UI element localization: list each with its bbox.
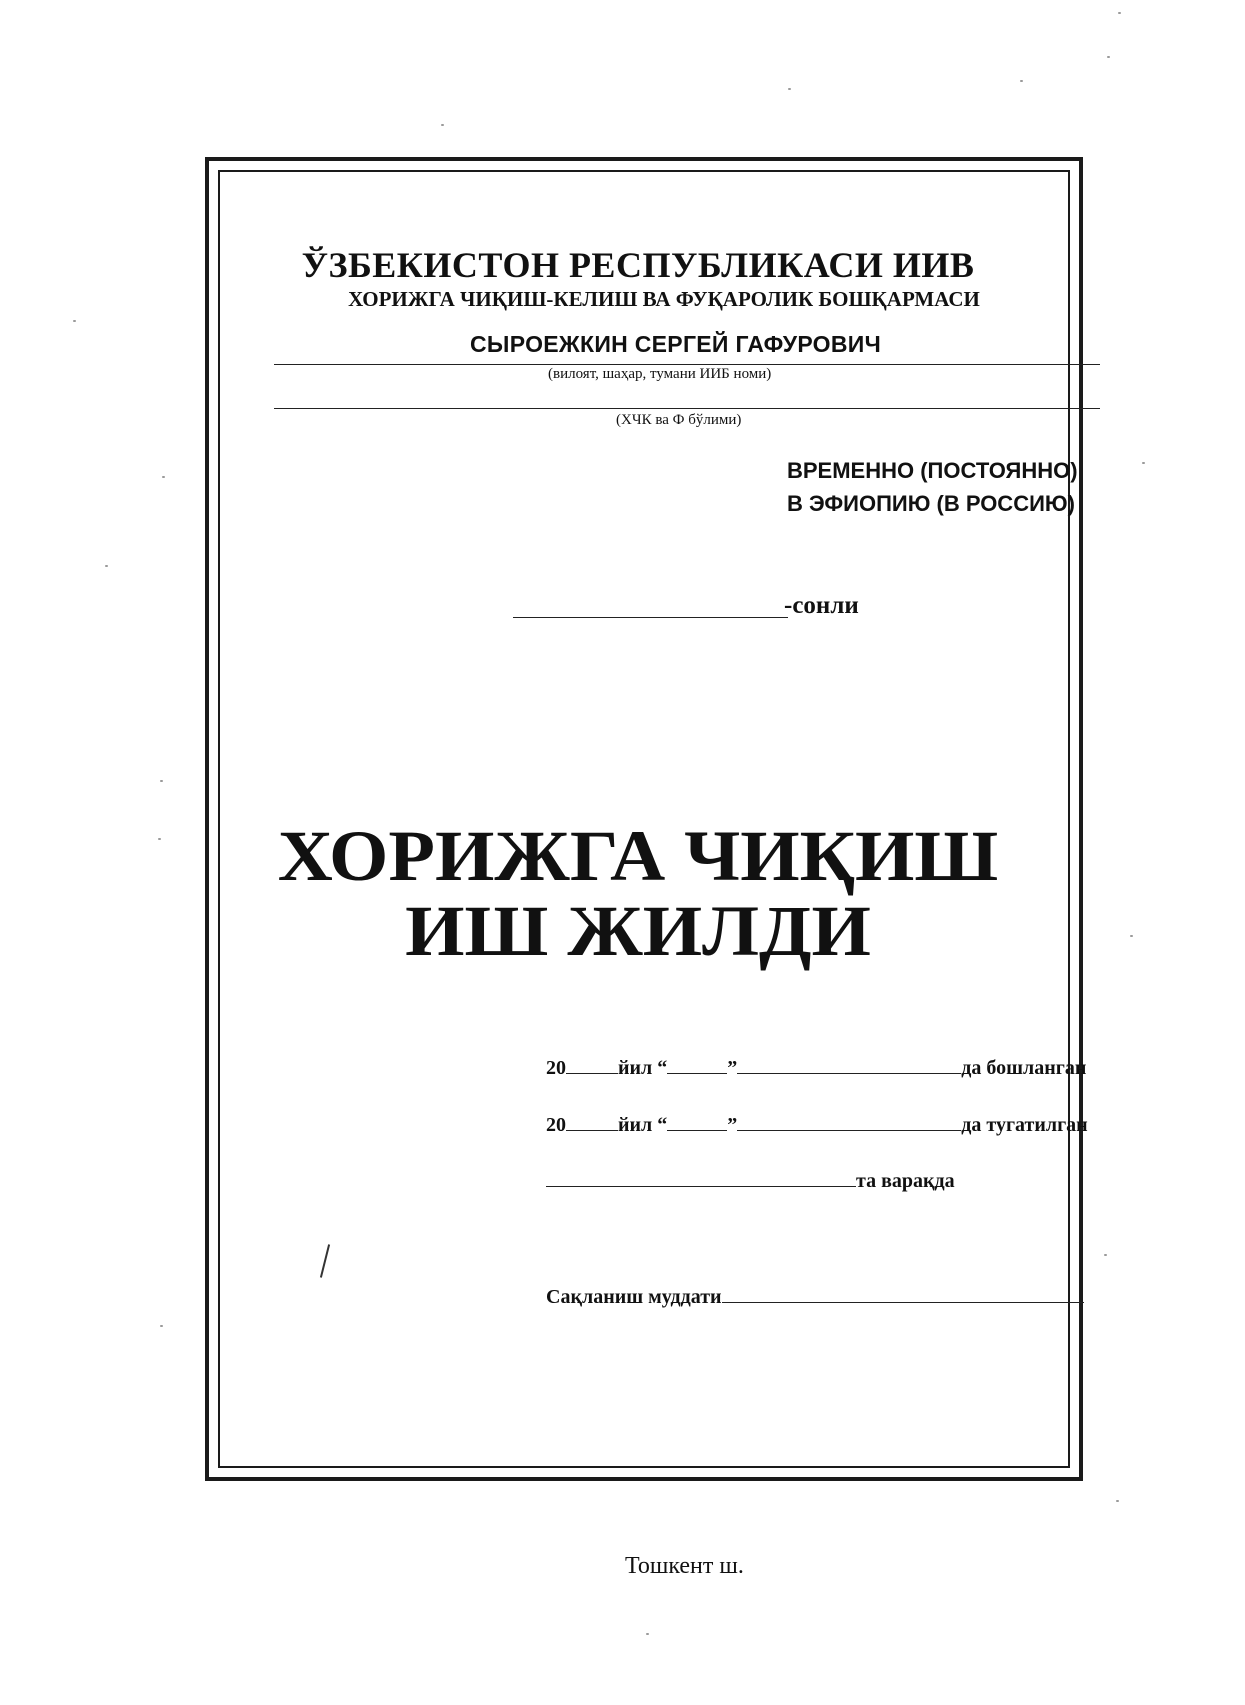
person-name: СЫРОЕЖКИН СЕРГЕЙ ГАФУРОВИЧ	[470, 331, 882, 357]
destination: В ЭФИОПИЮ (В РОССИЮ)	[787, 491, 1075, 516]
start-year-blank	[566, 1053, 618, 1074]
end-year-word: йил “	[618, 1114, 668, 1136]
end-date-row	[546, 1110, 1088, 1137]
end-label: да тугатилган	[961, 1114, 1088, 1136]
region-caption: (вилоят, шаҳар, тумани ИИБ номи)	[548, 366, 772, 382]
start-label: да бошланган	[961, 1057, 1087, 1079]
document-title-line2: ИШ ЖИЛДИ	[405, 891, 871, 971]
department-heading: ХОРИЖГА ЧИҚИШ-КЕЛИШ ВА ФУҚАРОЛИК БОШҚАРМАСИ	[348, 287, 980, 311]
file-number-line	[513, 617, 788, 618]
start-date-row	[546, 1053, 1086, 1080]
retention-label: Сақланиш муддати	[546, 1286, 722, 1308]
start-quote-close: ”	[727, 1057, 738, 1079]
retention-row	[546, 1282, 1084, 1309]
ministry-heading: ЎЗБЕКИСТОН РЕСПУБЛИКАСИ ИИВ	[301, 245, 975, 285]
start-year-prefix: 20	[546, 1057, 566, 1079]
end-day-blank	[667, 1110, 727, 1131]
page-count-suffix: та варақда	[856, 1170, 955, 1192]
page-count-blank	[546, 1166, 856, 1187]
page-count-row	[546, 1166, 955, 1193]
start-month-blank	[737, 1053, 961, 1074]
end-month-blank	[737, 1110, 961, 1131]
start-year-word: йил “	[618, 1057, 668, 1079]
section-caption: (ХЧК ва Ф бўлими)	[616, 412, 742, 428]
document-title-line1: ХОРИЖГА ЧИҚИШ	[277, 816, 999, 896]
person-name-line	[274, 364, 1100, 365]
end-quote-close: ”	[727, 1114, 738, 1136]
travel-type: ВРЕМЕННО (ПОСТОЯННО)	[787, 458, 1078, 483]
city: Тошкент ш.	[625, 1553, 744, 1579]
start-day-blank	[667, 1053, 727, 1074]
end-year-blank	[566, 1110, 618, 1131]
end-year-prefix: 20	[546, 1114, 566, 1136]
section-line	[274, 408, 1100, 409]
retention-blank	[722, 1282, 1084, 1303]
file-number-suffix: -сонли	[784, 592, 859, 619]
